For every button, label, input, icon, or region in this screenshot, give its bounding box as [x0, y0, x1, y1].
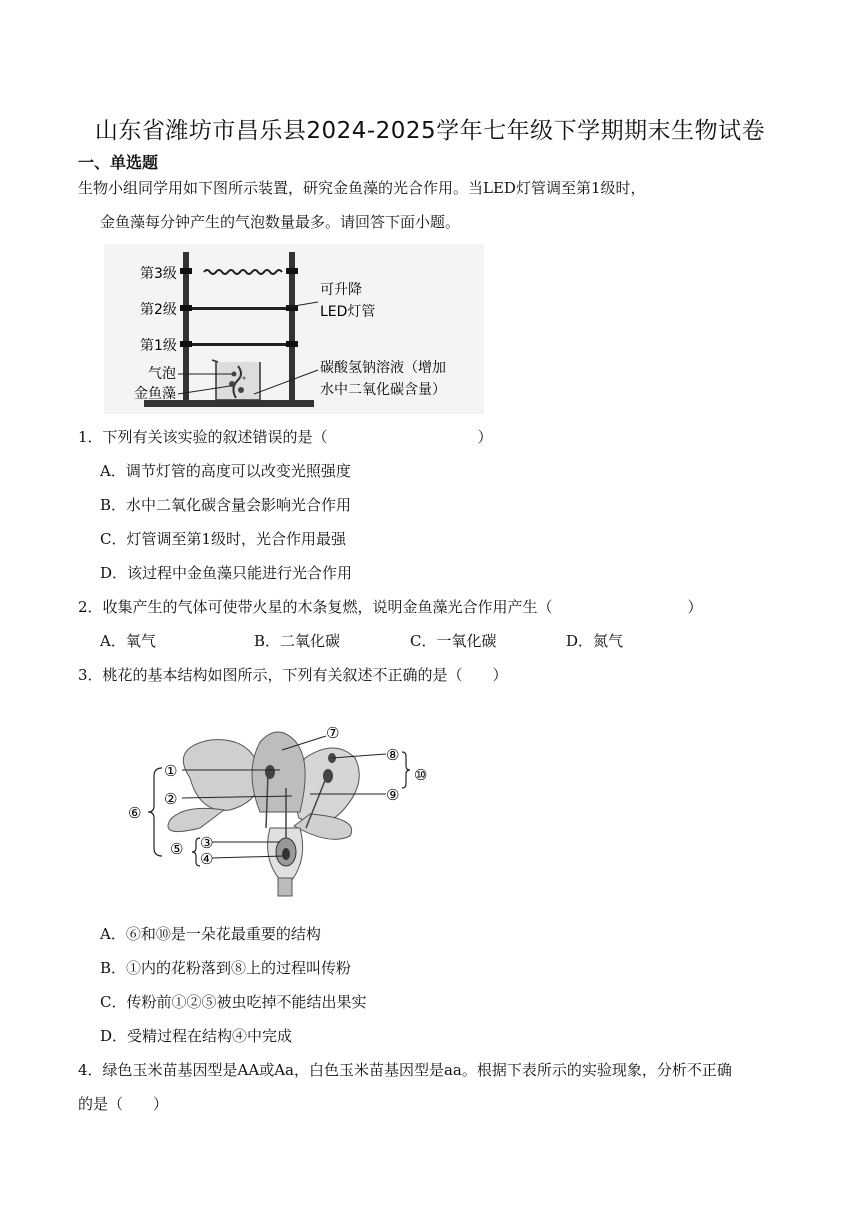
label-10: ⑩ — [414, 766, 428, 784]
flower-figure — [120, 718, 450, 898]
solution-label-line2: 水中二氧化碳含量） — [320, 382, 446, 398]
level-2-label: 第2级 — [140, 302, 177, 318]
page-title: 山东省潍坊市昌乐县2024-2025学年七年级下学期期末生物试卷 — [94, 118, 766, 144]
lamp-label-line2: LED灯管 — [320, 304, 376, 320]
label-4: ④ — [200, 850, 214, 868]
plant-label: 金鱼藻 — [134, 386, 176, 402]
question-3-option-c: C．传粉前①②⑤被虫吃掉不能结出果实 — [100, 993, 367, 1011]
question-1-stem: 1．下列有关该实验的叙述错误的是（ ） — [78, 428, 493, 446]
question-4-line-2: 的是（ ） — [78, 1095, 169, 1113]
label-5: ⑤ — [170, 840, 184, 858]
question-3-option-b: B．①内的花粉落到⑧上的过程叫传粉 — [100, 959, 352, 977]
lamp-label-line1: 可升降 — [320, 282, 362, 298]
intro-line-2: 金鱼藻每分钟产生的气泡数量最多。请回答下面小题。 — [100, 213, 461, 231]
question-1-option-d: D．该过程中金鱼藻只能进行光合作用 — [100, 564, 353, 582]
intro-line-1: 生物小组同学用如下图所示装置，研究金鱼藻的光合作用。当LED灯管调至第1级时， — [78, 179, 646, 197]
label-2: ② — [164, 790, 178, 808]
apparatus-figure — [104, 244, 484, 414]
question-2-option-d: D．氮气 — [566, 632, 624, 650]
label-7: ⑦ — [326, 724, 340, 742]
label-8: ⑧ — [386, 746, 400, 764]
solution-label-line1: 碳酸氢钠溶液（增加 — [320, 360, 446, 376]
level-1-label: 第1级 — [140, 338, 177, 354]
question-1-option-a: A．调节灯管的高度可以改变光照强度 — [100, 462, 351, 480]
question-3-option-d: D．受精过程在结构④中完成 — [100, 1027, 293, 1045]
question-4-line-1: 4．绿色玉米苗基因型是AA或Aa，白色玉米苗基因型是aa。根据下表所示的实验现象，分析不正确 — [78, 1061, 732, 1079]
question-2-stem: 2．收集产生的气体可使带火星的木条复燃，说明金鱼藻光合作用产生（ ） — [78, 598, 703, 616]
question-2-option-c: C．一氧化碳 — [410, 632, 497, 650]
question-3-stem: 3．桃花的基本结构如图所示，下列有关叙述不正确的是（ ） — [78, 666, 508, 684]
label-6: ⑥ — [128, 804, 142, 822]
label-1: ① — [164, 762, 178, 780]
label-3: ③ — [200, 834, 214, 852]
bubble-label: 气泡 — [148, 366, 176, 382]
question-1-option-b: B．水中二氧化碳含量会影响光合作用 — [100, 496, 352, 514]
question-3-option-a: A．⑥和⑩是一朵花最重要的结构 — [100, 925, 321, 943]
question-2-option-b: B．二氧化碳 — [254, 632, 341, 650]
level-3-label: 第3级 — [140, 266, 177, 282]
label-9: ⑨ — [386, 786, 400, 804]
question-2-option-a: A．氧气 — [100, 632, 156, 650]
question-1-option-c: C．灯管调至第1级时，光合作用最强 — [100, 530, 347, 548]
section-heading: 一、单选题 — [78, 153, 159, 172]
